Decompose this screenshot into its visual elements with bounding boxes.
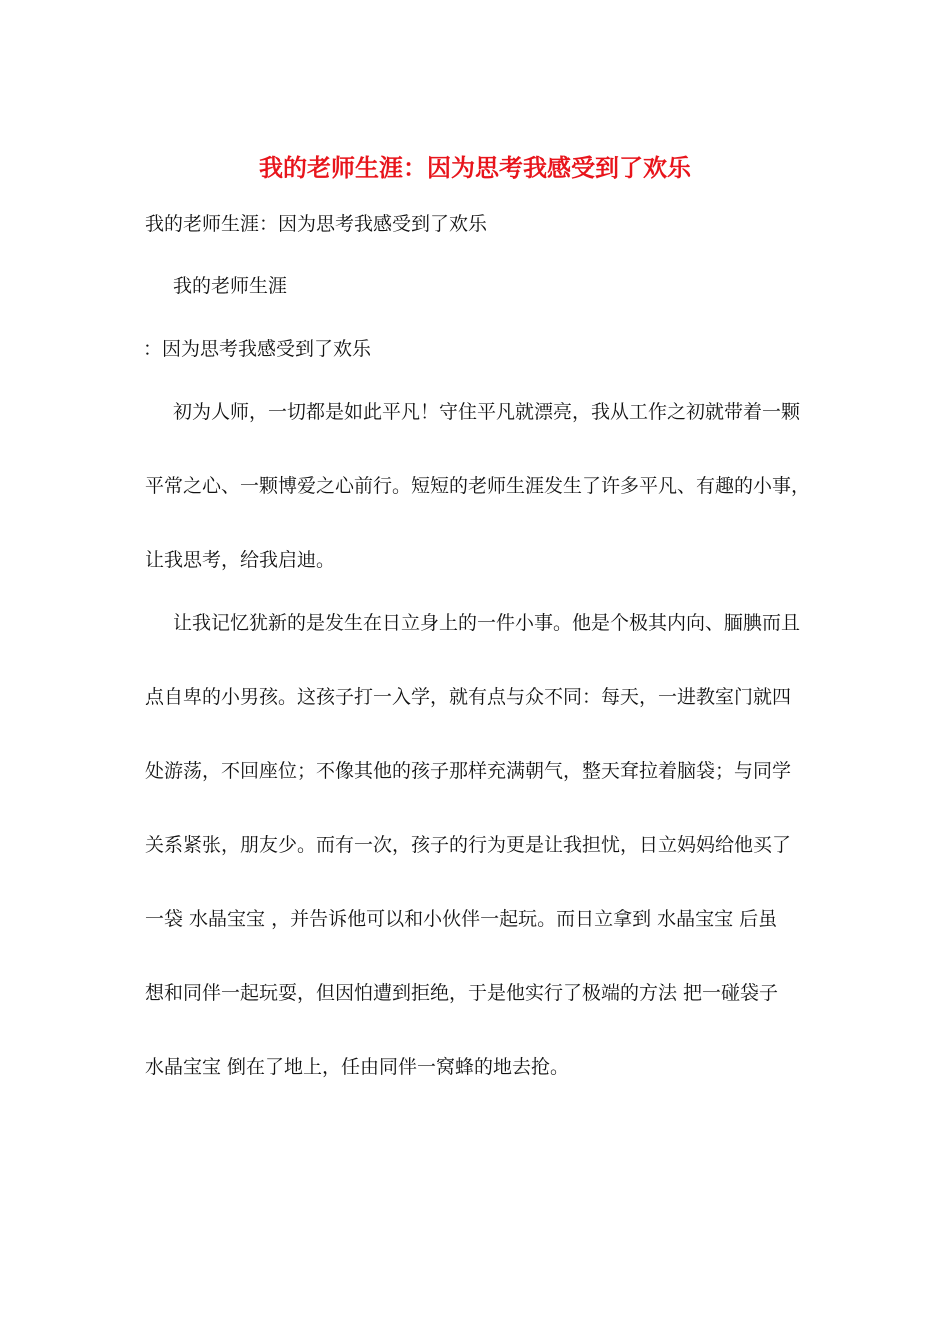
- paragraph-line: 关系紧张，朋友少。而有一次，孩子的行为更是让我担忧，日立妈妈给他买了: [145, 834, 792, 856]
- section-heading-part1: 我的老师生涯: [173, 275, 288, 297]
- paragraph-line: 点自卑的小男孩。这孩子打一入学，就有点与众不同：每天，一进教室门就四: [145, 686, 792, 708]
- paragraph-line: 平常之心、一颗博爱之心前行。短短的老师生涯发生了许多平凡、有趣的小事，: [145, 475, 811, 497]
- document-subtitle: 我的老师生涯：因为思考我感受到了欢乐: [145, 213, 488, 235]
- paragraph-line: 一袋 水晶宝宝 ，并告诉他可以和小伙伴一起玩。而日立拿到 水晶宝宝 后虽: [145, 908, 778, 930]
- paragraph-line: 让我记忆犹新的是发生在日立身上的一件小事。他是个极其内向、腼腆而且: [173, 612, 801, 634]
- paragraph-line: 让我思考，给我启迪。: [145, 549, 336, 571]
- paragraph-line: 水晶宝宝 倒在了地上，任由同伴一窝蜂的地去抢。: [145, 1056, 570, 1078]
- section-heading-part2: ：因为思考我感受到了欢乐: [143, 338, 372, 360]
- document-title: 我的老师生涯：因为思考我感受到了欢乐: [259, 153, 691, 182]
- paragraph-line: 初为人师，一切都是如此平凡！守住平凡就漂亮，我从工作之初就带着一颗: [173, 401, 801, 423]
- paragraph-line: 想和同伴一起玩耍，但因怕遭到拒绝，于是他实行了极端的方法 把一碰袋子: [145, 982, 779, 1004]
- paragraph-line: 处游荡，不回座位；不像其他的孩子那样充满朝气，整天耷拉着脑袋；与同学: [145, 760, 792, 782]
